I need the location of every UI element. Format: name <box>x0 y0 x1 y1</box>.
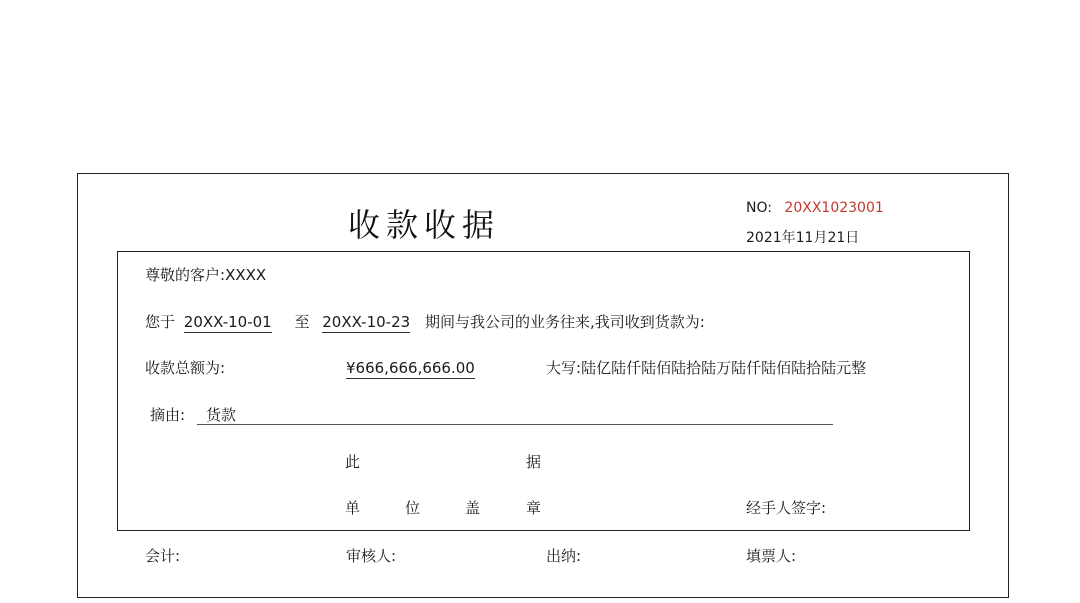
uppercase-row <box>546 358 866 378</box>
period-suffix: 期间与我公司的业务往来,我司收到货款为: <box>424 313 705 331</box>
period-to: 至 <box>294 313 310 331</box>
preparer-label: 填票人: <box>746 547 797 565</box>
reason-label: 摘由: <box>150 406 186 424</box>
period-row <box>145 312 705 332</box>
customer-value: XXXX <box>225 266 267 284</box>
receipt-date: 2021年11月21日 <box>746 230 860 246</box>
uppercase-value: 陆亿陆仟陆佰陆拾陆万陆仟陆佰陆拾陆元整 <box>581 359 867 377</box>
reason-underline <box>197 424 833 425</box>
period-end: 20XX-10-23 <box>322 313 411 331</box>
receipt-number <box>746 198 884 218</box>
seal-char: 单 <box>345 499 361 517</box>
total-amount: ¥666,666,666.00 <box>346 359 475 377</box>
total-value <box>346 358 475 378</box>
cashier-label: 出纳: <box>546 547 582 565</box>
seal-char: 据 <box>526 453 542 471</box>
receipt-inner-frame <box>117 251 970 531</box>
customer-label: 尊敬的客户: <box>145 266 226 284</box>
seal-char: 位 <box>405 499 421 517</box>
period-prefix: 您于 <box>145 313 176 331</box>
accountant-label: 会计: <box>145 547 181 565</box>
seal-char: 此 <box>345 453 361 471</box>
total-label: 收款总额为: <box>145 359 226 377</box>
seal-char: 盖 <box>465 499 481 517</box>
reason-value: 货款 <box>206 406 237 424</box>
customer-row <box>145 265 266 285</box>
receipt-title: 收款收据 <box>348 206 501 244</box>
receipt-number-label: NO: <box>746 200 772 216</box>
receipt-number-value: 20XX1023001 <box>784 200 884 216</box>
reviewer-label: 审核人: <box>346 547 397 565</box>
period-start: 20XX-10-01 <box>183 313 272 331</box>
handler-signature-label: 经手人签字: <box>746 499 827 517</box>
uppercase-label: 大写: <box>546 359 582 377</box>
seal-char: 章 <box>526 499 542 517</box>
